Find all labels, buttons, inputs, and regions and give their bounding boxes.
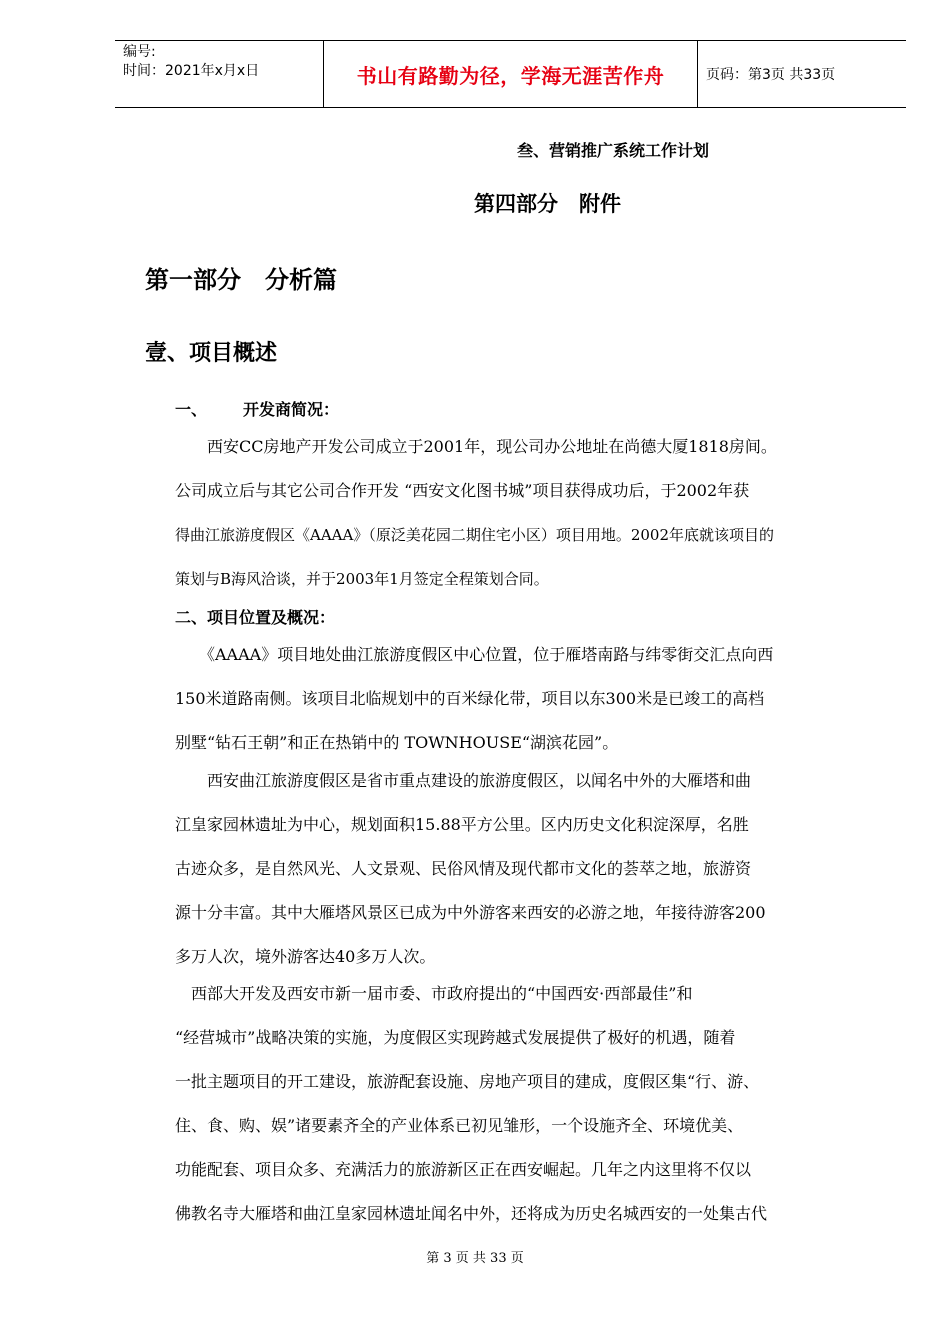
paragraph-location [175,633,885,765]
toc-part4-title: 第四部分 附件 [474,192,621,216]
paragraph-line: 多万人次，境外游客达40多万人次。 [175,947,436,966]
paragraph-line: 得曲江旅游度假区《AAAA》（原泛美花园二期住宅小区）项目用地。2002年底就该项目的 [175,526,775,544]
paragraph-developer [175,425,885,601]
paragraph-qujiang [175,759,885,979]
section1-number: 一、 [175,400,208,419]
section1-heading [175,397,339,420]
section2-heading: 二、项目位置及概况： [175,608,336,627]
part1-title: 第一部分 分析篇 [145,266,337,294]
doc-time-label: 时间：2021年x月x日 [123,63,260,79]
paragraph-line: 功能配套、项目众多、充满活力的旅游新区正在西安崛起。几年之内这里将不仅以 [175,1160,752,1179]
paragraph-west-development [175,972,885,1236]
paragraph-line: 西安CC房地产开发公司成立于2001年，现公司办公地址在尚德大厦1818房间。 [175,437,777,456]
document-header [115,40,906,108]
page-footer: 第 3 页 共 33 页 [426,1251,524,1266]
paragraph-line: 西部大开发及西安市新一届市委、市政府提出的“中国西安·西部最佳”和 [175,984,693,1003]
paragraph-line: 别墅“钻石王朝”和正在热销中的 TOWNHOUSE“湖滨花园”。 [175,733,619,752]
toc-item-marketing-plan: 叁、营销推广系统工作计划 [517,141,710,160]
chapter1-title-text: 壹、项目概述 [145,341,278,366]
paragraph-line: 住、食、购、娱”诸要素齐全的产业体系已初见雏形，一个设施齐全、环境优美、 [175,1116,744,1135]
chapter1-title [145,336,277,367]
section1-title: 开发商简况： [243,400,340,419]
header-meta [115,41,324,108]
paragraph-line: 《AAAA》项目地处曲江旅游度假区中心位置，位于雁塔南路与纬零街交汇点向西 [175,645,774,664]
paragraph-line: 源十分丰富。其中大雁塔风景区已成为中外游客来西安的必游之地，年接待游客200 [175,903,766,922]
header-motto-cell [324,41,698,108]
paragraph-line: 一批主题项目的开工建设，旅游配套设施、房地产项目的建成，度假区集“行、游、 [175,1072,760,1091]
paragraph-line: “经营城市”战略决策的实施，为度假区实现跨越式发展提供了极好的机遇，随着 [175,1028,736,1047]
header-page-cell [698,41,907,108]
doc-number-label: 编号: [123,44,156,60]
paragraph-line: 佛教名寺大雁塔和曲江皇家园林遗址闻名中外，还将成为历史名城西安的一处集古代 [175,1204,768,1223]
paragraph-line: 公司成立后与其它公司合作开发 “西安文化图书城”项目获得成功后，于2002年获 [175,481,750,500]
paragraph-line: 策划与B海风洽谈，并于2003年1月签定全程策划合同。 [175,570,549,588]
paragraph-line: 150米道路南侧。该项目北临规划中的百米绿化带，项目以东300米是已竣工的高档 [175,689,765,708]
paragraph-line: 西安曲江旅游度假区是省市重点建设的旅游度假区，以闻名中外的大雁塔和曲 [175,771,752,790]
paragraph-line: 江皇家园林遗址为中心，规划面积15.88平方公里。区内历史文化积淀深厚，名胜 [175,815,749,834]
paragraph-line: 古迹众多，是自然风光、人文景观、民俗风情及现代都市文化的荟萃之地，旅游资 [175,859,752,878]
header-page-label: 页码：第3页 共33页 [706,67,836,83]
header-motto: 书山有路勤为径，学海无涯苦作舟 [356,63,665,88]
